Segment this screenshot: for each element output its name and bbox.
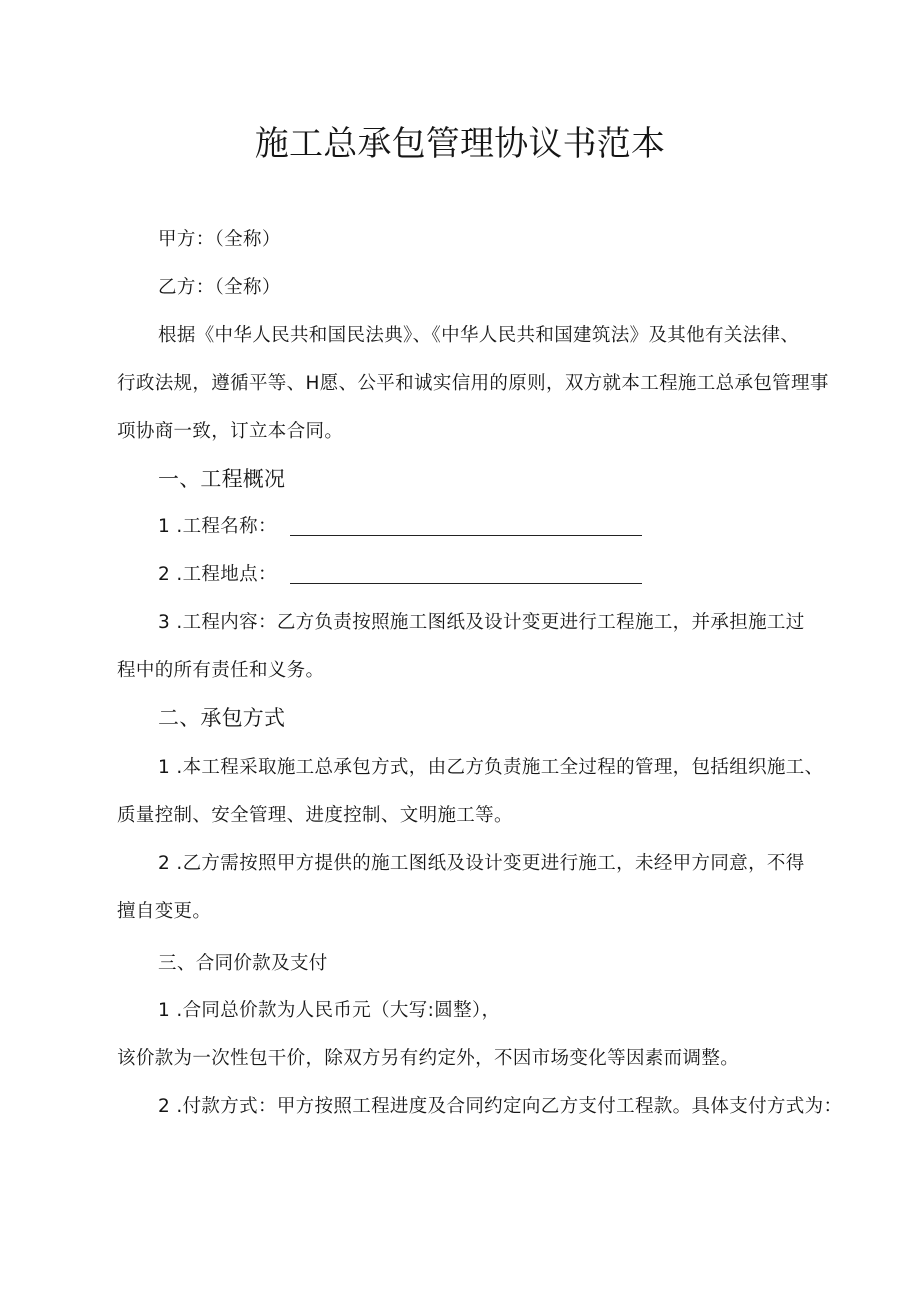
section-2-item-2-line-2: 擅自变更。 — [117, 901, 212, 922]
section-2-item-1-line-1: 1 .本工程采取施工总承包方式，由乙方负责施工全过程的管理，包括组织施工、 — [158, 757, 824, 778]
section-1-item-3-line-1: 3 .工程内容：乙方负责按照施工图纸及设计变更进行工程施工，并承担施工过 — [158, 612, 805, 633]
intro-paragraph-line-1: 根据《中华人民共和国民法典》、《中华人民共和国建筑法》及其他有关法律、 — [158, 325, 800, 346]
section-2-item-2-line-1: 2 .乙方需按照甲方提供的施工图纸及设计变更进行施工，未经甲方同意，不得 — [158, 853, 805, 874]
section-2-item-1-line-2: 质量控制、安全管理、进度控制、文明施工等。 — [117, 805, 513, 826]
party-a-line: 甲方：（全称） — [158, 229, 281, 250]
section-1-item-2: 2 .工程地点： — [158, 564, 277, 585]
section-1-item-1: 1 .工程名称： — [158, 516, 277, 537]
project-name-blank-line — [290, 535, 642, 536]
section-3-item-2: 2 .付款方式：甲方按照工程进度及合同约定向乙方支付工程款。具体支付方式为： — [158, 1096, 843, 1117]
project-location-blank-line — [290, 583, 642, 584]
party-b-line: 乙方：（全称） — [158, 277, 281, 298]
section-1-heading: 一、工程概况 — [158, 467, 286, 491]
intro-paragraph-line-3: 项协商一致，订立本合同。 — [117, 421, 344, 442]
section-3-item-1-line-1: 1 .合同总价款为人民币元（大写:圆整）， — [158, 1000, 501, 1021]
section-2-heading: 二、承包方式 — [158, 706, 286, 730]
section-3-item-1-line-2: 该价款为一次性包干价，除双方另有约定外，不因市场变化等因素而调整。 — [117, 1048, 740, 1069]
document-title: 施工总承包管理协议书范本 — [254, 124, 666, 164]
section-3-heading: 三、合同价款及支付 — [158, 953, 328, 974]
section-1-item-3-line-2: 程中的所有责任和义务。 — [117, 660, 325, 681]
intro-paragraph-line-2: 行政法规，遵循平等、H愿、公平和诚实信用的原则，双方就本工程施工总承包管理事 — [117, 373, 829, 394]
